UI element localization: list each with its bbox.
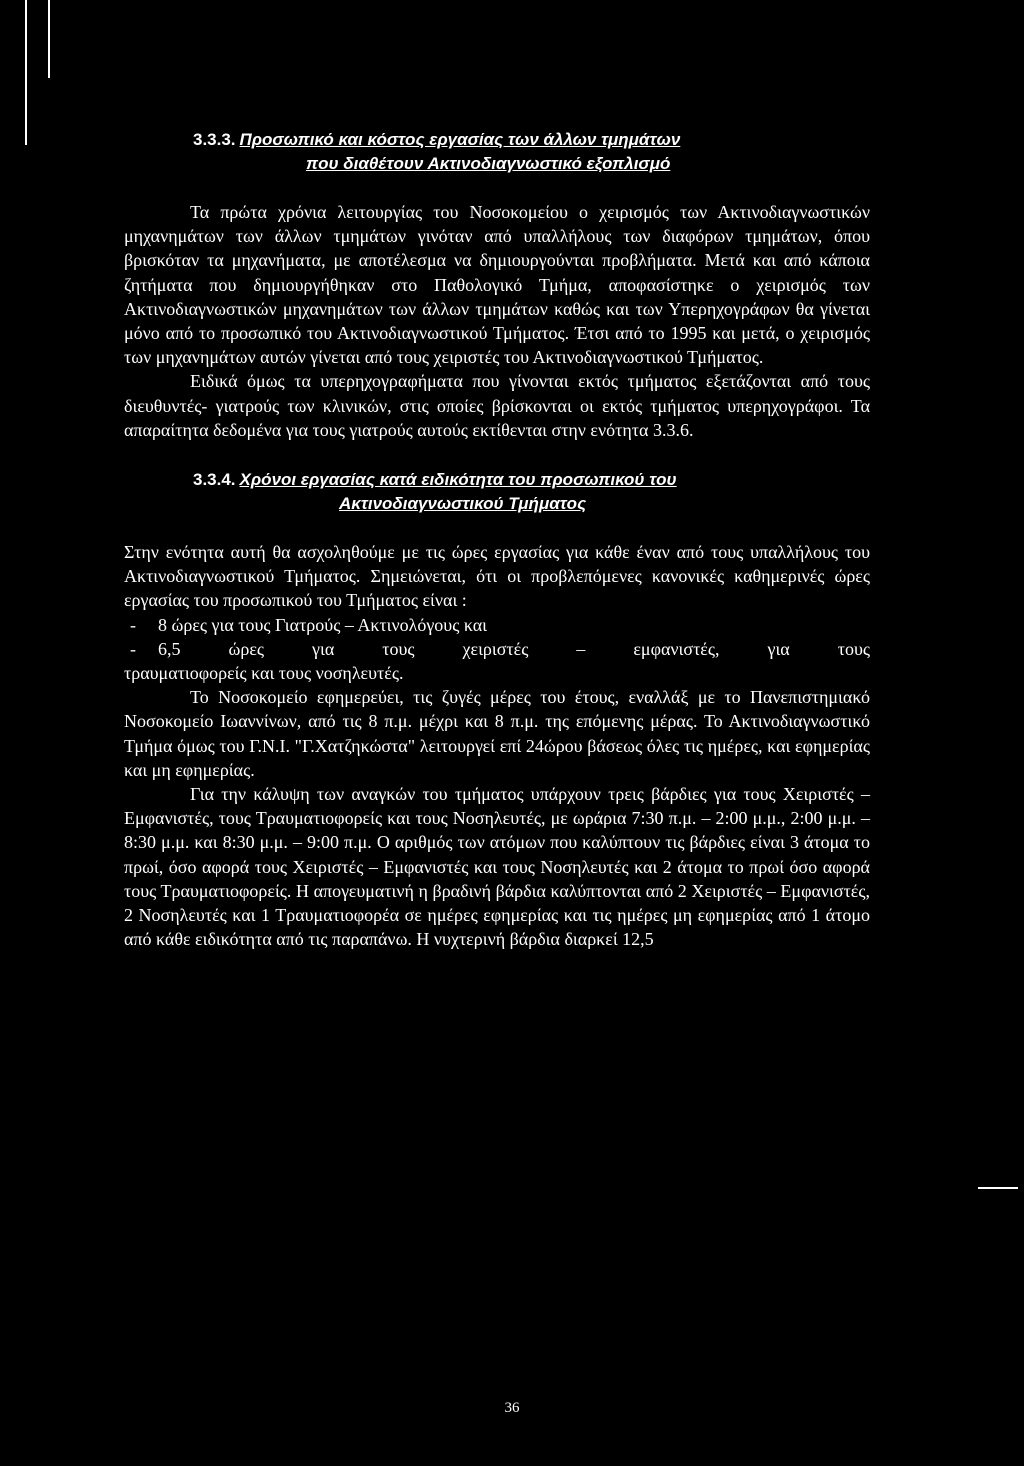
section-title: Προσωπικό και κόστος εργασίας των άλλων τμημάτων bbox=[239, 130, 681, 149]
document-page bbox=[124, 128, 870, 951]
list-item bbox=[124, 613, 870, 637]
list-item-text: 8 ώρες για τους Γιατρούς – Ακτινολόγους και bbox=[158, 614, 488, 635]
section-title-cont: που διαθέτουν Ακτινοδιαγνωστικό εξοπλισμό bbox=[306, 154, 671, 173]
scan-edge-line bbox=[48, 0, 50, 78]
section-number: 3.3.3. bbox=[193, 130, 236, 149]
paragraph: Τα πρώτα χρόνια λειτουργίας του Νοσοκομείου ο χειρισμός των Ακτινοδιαγνωστικών μηχανημάτων των άλλων τμημάτων γινόταν από υπαλλήλους των διαφόρων τμημάτων, όπου βρισκόταν τα μηχανήματα, με αποτέλεσμα να δημιουργούνται προβλήματα. Μετά και από κάποια ζητήματα που δημιουργήθηκαν στο Παθολογικό Τμήμα, αποφασίστηκε ο χειρισμός των Ακτινοδιαγνωστικών μηχανημάτων των άλλων τμημάτων καθώς και των Υπερηχογράφων θα γίνεται μόνο από το προσωπικό του Ακτινοδιαγνωστικού Τμήματος. Έτσι από το 1995 και μετά, ο χειρισμός των μηχανημάτων αυτών γίνεται από τους χειριστές του Ακτινοδιαγνωστικού Τμήματος. bbox=[124, 202, 870, 368]
paragraph: Το Νοσοκομείο εφημερεύει, τις ζυγές μέρες του έτους, εναλλάξ με το Πανεπιστημιακό Νοσοκομείο Ιωαννίνων, από τις 8 π.μ. μέχρι και 8 π.μ. της επόμενης μέρας. Το Ακτινοδιαγνωστικό Τμήμα όμως του Γ.Ν.Ι. "Γ.Χατζηκώστα" λειτουργεί επί 24ώρου βάσεως όλες τις ημέρες, και εφημερίας και μη εφημερίας. bbox=[124, 687, 870, 780]
list-dash: - bbox=[130, 614, 136, 635]
list-item-continuation: τραυματιοφορείς και τους νοσηλευτές. bbox=[124, 663, 404, 684]
paragraph: Ειδικά όμως τα υπερηχογραφήματα που γίνονται εκτός τμήματος εξετάζονται από τους διευθυντές- γιατρούς των κλινικών, στις οποίες βρίσκονται οι εκτός τμήματος υπερηχογράφοι. Τα απαραίτητα δεδομένα για τους γιατρούς αυτούς εκτίθενται στην ενότητα 3.3.6. bbox=[124, 371, 870, 440]
paragraph: Για την κάλυψη των αναγκών του τμήματος υπάρχουν τρεις βάρδιες για τους Χειριστές – Εμφανιστές, τους Τραυματιοφορείς και τους Νοσηλευτές, με ωράρια 7:30 π.μ. – 2:00 μ.μ., 2:00 μ.μ. – 8:30 μ.μ. και 8:30 μ.μ. – 9:00 π.μ. Ο αριθμός των ατόμων που καλύπτουν τις βάρδιες είναι 3 άτομα το πρωί, όσο αφορά τους Χειριστές – Εμφανιστές και τους Νοσηλευτές και 2 άτομα το πρωί όσο αφορά τους Τραυματιοφορείς. Η απογευματινή η βραδινή βάρδια καλύπτονται από 2 Χειριστές – Εμφανιστές, 2 Νοσηλευτές και 1 Τραυματιοφορέα σε ημέρες εφημερίας και τις ημέρες μη εφημερίας από 1 άτομο από κάθε ειδικότητα από τις παραπάνω. Η νυχτερινή βάρδια διαρκεί 12,5 bbox=[124, 784, 870, 950]
section-number: 3.3.4. bbox=[193, 470, 236, 490]
section-title-cont: Ακτινοδιαγνωστικού Τμήματος bbox=[339, 494, 587, 514]
paragraph: Στην ενότητα αυτή θα ασχοληθούμε με τις ώρες εργασίας για κάθε έναν από τους υπαλλήλους του Ακτινοδιαγνωστικού Τμήματος. Σημειώνεται, ότι οι προβλεπόμενες κανονικές καθημερινές ώρες εργασίας του προσωπικού του Τμήματος είναι : bbox=[124, 542, 870, 611]
scan-margin-mark bbox=[978, 1187, 1018, 1189]
section-title: Χρόνοι εργασίας κατά ειδικότητα του προσωπικού του bbox=[239, 470, 677, 490]
list-item-text: 6,5 ώρες για τους χειριστές – εμφανιστές, για τους bbox=[158, 638, 870, 659]
section-heading bbox=[193, 128, 870, 176]
section-heading bbox=[193, 468, 870, 516]
list-dash: - bbox=[130, 638, 136, 659]
list-item bbox=[124, 637, 870, 661]
page-number: 36 bbox=[504, 1400, 520, 1416]
scan-edge-line bbox=[25, 0, 27, 145]
